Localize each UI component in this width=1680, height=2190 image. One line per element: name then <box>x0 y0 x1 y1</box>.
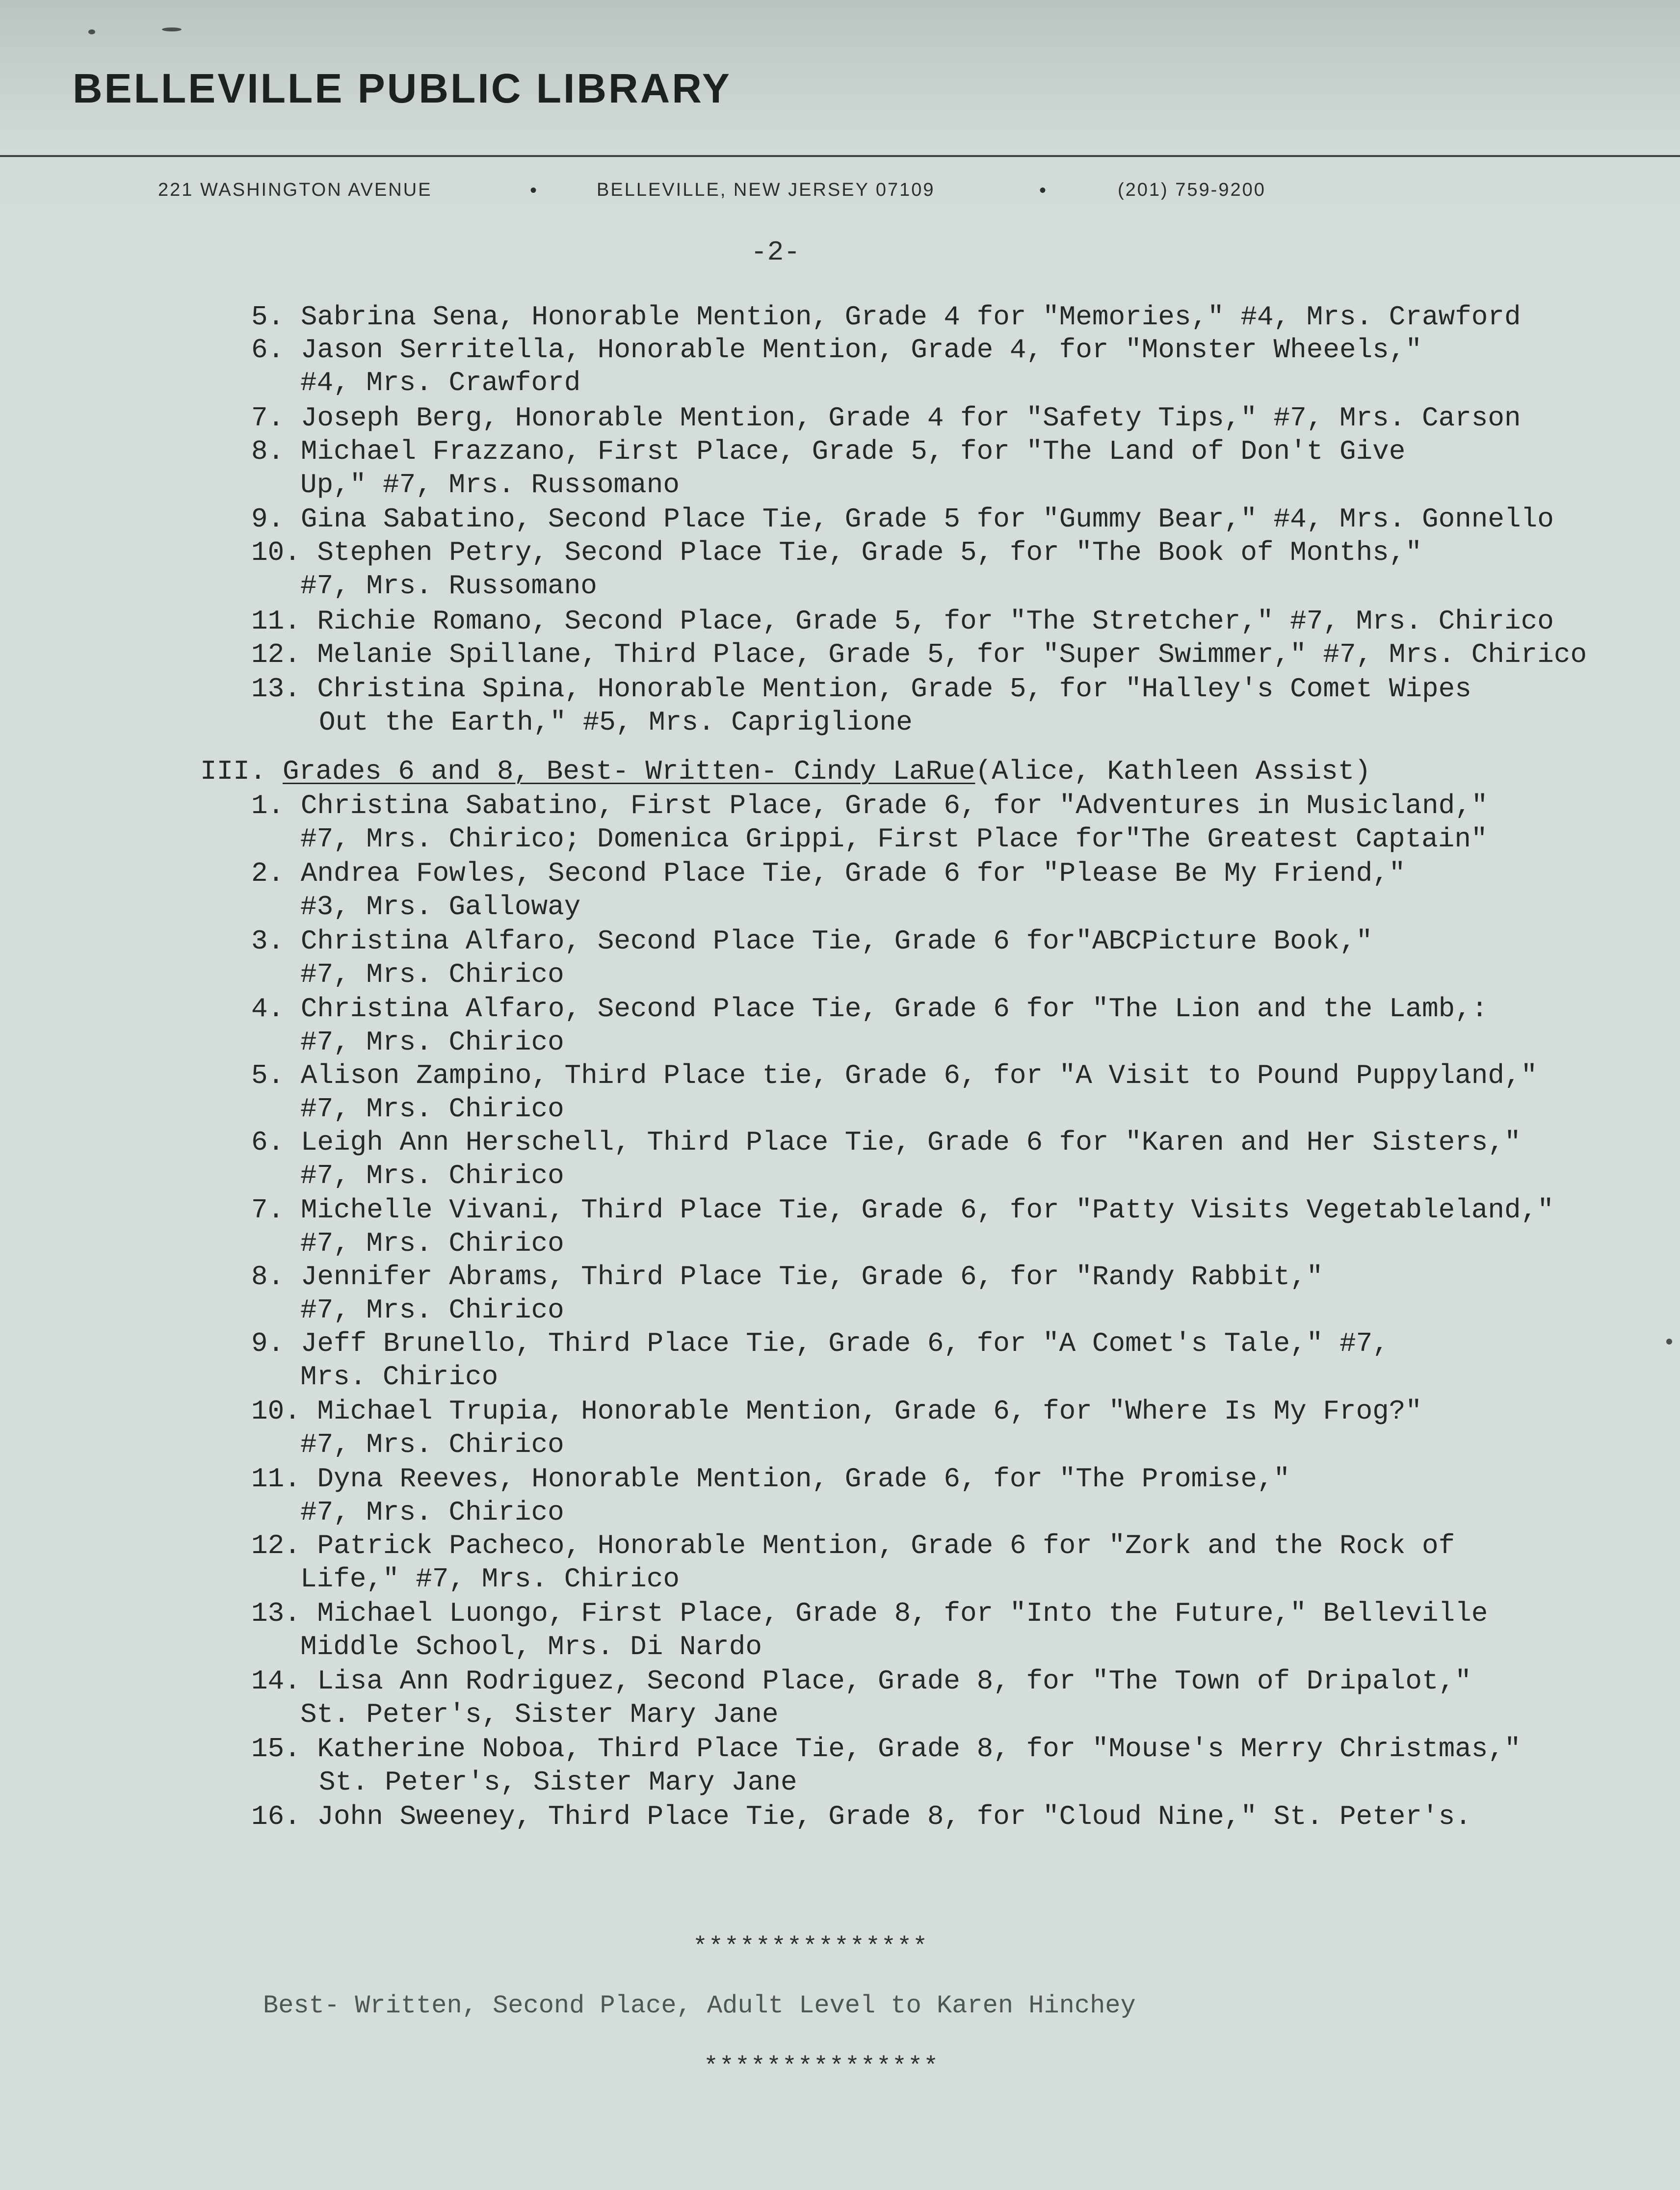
list-item: 15. Katherine Noboa, Third Place Tie, Grade 8, for "Mouse's Merry Christmas," <box>251 1733 1521 1765</box>
divider-asterisks: *************** <box>704 2053 940 2081</box>
list-item: #7, Mrs. Chirico <box>300 1160 564 1191</box>
address-separator: • <box>1039 180 1047 201</box>
list-item: 1. Christina Sabatino, First Place, Grade 6, for "Adventures in Musicland," <box>251 790 1488 821</box>
adult-award-note: Best- Written, Second Place, Adult Level to Karen Hinchey <box>263 1991 1136 2020</box>
list-item: #3, Mrs. Galloway <box>300 891 581 923</box>
list-item: 5. Alison Zampino, Third Place tie, Grade 6, for "A Visit to Pound Puppyland," <box>251 1060 1538 1091</box>
list-item: 6. Leigh Ann Herschell, Third Place Tie, Grade 6 for "Karen and Her Sisters," <box>251 1127 1521 1158</box>
list-item: 14. Lisa Ann Rodriguez, Second Place, Grade 8, for "The Town of Dripalot," <box>251 1665 1471 1697</box>
list-item: #7, Mrs. Chirico <box>300 959 564 990</box>
list-item: #7, Mrs. Chirico <box>300 1294 564 1326</box>
section-title: Grades 6 and 8, Best- Written- Cindy LaRue <box>283 756 975 787</box>
list-item: 4. Christina Alfaro, Second Place Tie, Grade 6 for "The Lion and the Lamb,: <box>251 993 1488 1025</box>
list-item: 13. Christina Spina, Honorable Mention, Grade 5, for "Halley's Comet Wipes <box>251 673 1471 705</box>
section-heading <box>200 758 1371 785</box>
list-item: Middle School, Mrs. Di Nardo <box>300 1631 762 1662</box>
list-item: Mrs. Chirico <box>300 1361 499 1393</box>
list-item: #7, Mrs. Chirico <box>300 1027 564 1058</box>
list-item: #7, Mrs. Chirico; Domenica Grippi, First Place for"The Greatest Captain" <box>300 823 1488 855</box>
list-item: 10. Stephen Petry, Second Place Tie, Grade 5, for "The Book of Months," <box>251 537 1422 568</box>
list-item: 12. Melanie Spillane, Third Place, Grade 5, for "Super Swimmer," #7, Mrs. Chirico <box>251 639 1587 670</box>
list-item: #4, Mrs. Crawford <box>300 367 581 398</box>
list-item: #7, Mrs. Russomano <box>300 570 597 602</box>
list-item: Up," #7, Mrs. Russomano <box>300 469 680 501</box>
list-item: St. Peter's, Sister Mary Jane <box>300 1699 779 1730</box>
list-item: Life," #7, Mrs. Chirico <box>300 1563 680 1595</box>
paper-speck <box>162 27 182 31</box>
address-separator: • <box>530 180 537 201</box>
list-item: 11. Richie Romano, Second Place, Grade 5, for "The Stretcher," #7, Mrs. Chirico <box>251 606 1554 637</box>
list-item: 6. Jason Serritella, Honorable Mention, Grade 4, for "Monster Wheeels," <box>251 334 1422 366</box>
section-assist: (Alice, Kathleen Assist) <box>975 756 1371 787</box>
list-item: 9. Jeff Brunello, Third Place Tie, Grade 6, for "A Comet's Tale," #7, <box>251 1328 1389 1359</box>
list-item: 11. Dyna Reeves, Honorable Mention, Grade 6, for "The Promise," <box>251 1463 1290 1495</box>
list-item: 7. Michelle Vivani, Third Place Tie, Grade 6, for "Patty Visits Vegetableland," <box>251 1194 1554 1226</box>
list-item: #7, Mrs. Chirico <box>300 1228 564 1259</box>
list-item: 13. Michael Luongo, First Place, Grade 8, for "Into the Future," Belleville <box>251 1598 1488 1629</box>
page-number: -2- <box>751 237 800 268</box>
letterhead-rule <box>0 155 1680 157</box>
list-item: 8. Michael Frazzano, First Place, Grade 5, for "The Land of Don't Give <box>251 436 1406 467</box>
list-item: 10. Michael Trupia, Honorable Mention, Grade 6, for "Where Is My Frog?" <box>251 1396 1422 1427</box>
list-item: 12. Patrick Pacheco, Honorable Mention, Grade 6 for "Zork and the Rock of <box>251 1530 1455 1561</box>
list-item: 8. Jennifer Abrams, Third Place Tie, Grade 6, for "Randy Rabbit," <box>251 1261 1323 1293</box>
list-item: Out the Earth," #5, Mrs. Capriglione <box>319 707 913 738</box>
city-address: BELLEVILLE, NEW JERSEY 07109 <box>597 180 935 200</box>
library-name: BELLEVILLE PUBLIC LIBRARY <box>73 65 732 111</box>
list-item: 9. Gina Sabatino, Second Place Tie, Grade 5 for "Gummy Bear," #4, Mrs. Gonnello <box>251 503 1554 535</box>
street-address: 221 WASHINGTON AVENUE <box>158 180 432 200</box>
list-item: 2. Andrea Fowles, Second Place Tie, Grade 6 for "Please Be My Friend," <box>251 858 1406 889</box>
list-item: 5. Sabrina Sena, Honorable Mention, Grade 4 for "Memories," #4, Mrs. Crawford <box>251 301 1521 333</box>
paper-speck <box>1666 1339 1672 1345</box>
phone-number: (201) 759-9200 <box>1118 180 1266 200</box>
list-item: 16. John Sweeney, Third Place Tie, Grade 8, for "Cloud Nine," St. Peter's. <box>251 1801 1471 1832</box>
section-numeral: III. <box>200 756 266 787</box>
list-item: St. Peter's, Sister Mary Jane <box>319 1767 797 1798</box>
list-item: #7, Mrs. Chirico <box>300 1497 564 1528</box>
divider-asterisks: *************** <box>693 1933 929 1961</box>
list-item: #7, Mrs. Chirico <box>300 1429 564 1460</box>
list-item: #7, Mrs. Chirico <box>300 1093 564 1125</box>
list-item: 3. Christina Alfaro, Second Place Tie, Grade 6 for"ABCPicture Book," <box>251 925 1373 957</box>
paper-speck <box>88 29 95 34</box>
list-item: 7. Joseph Berg, Honorable Mention, Grade 4 for "Safety Tips," #7, Mrs. Carson <box>251 402 1521 434</box>
